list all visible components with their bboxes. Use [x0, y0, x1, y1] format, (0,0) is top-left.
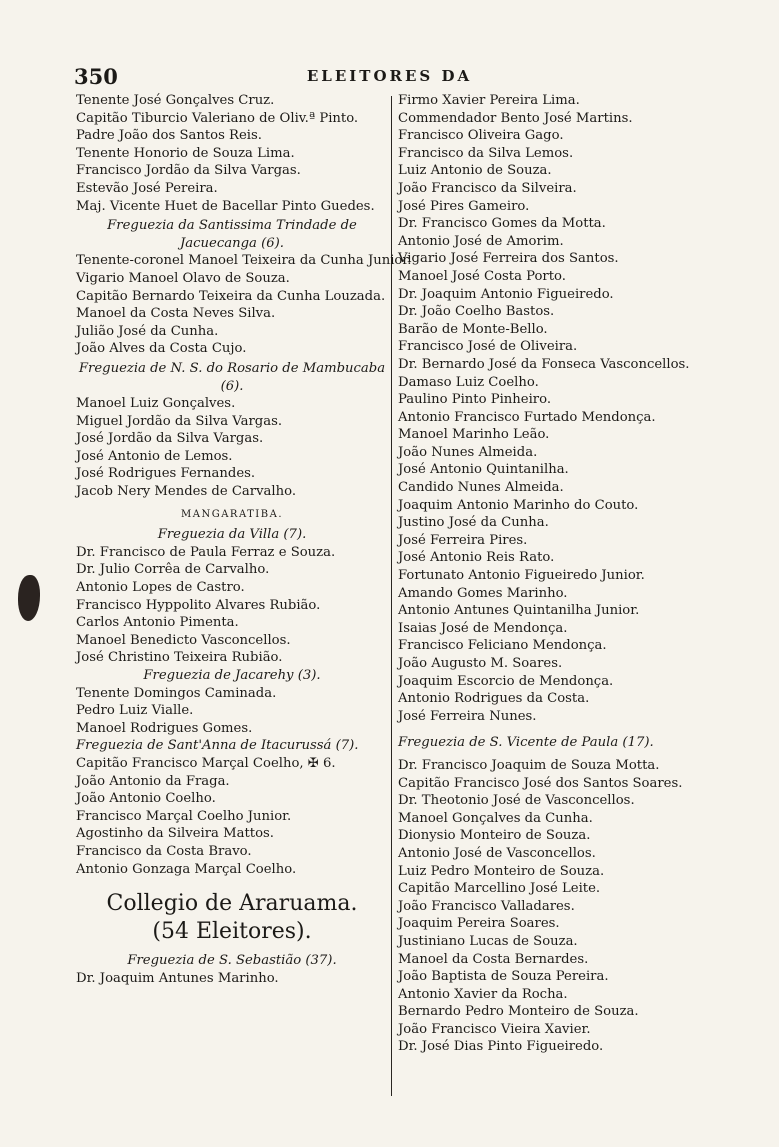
- vicente-list: [398, 757, 720, 1056]
- list-item: Julião José da Cunha.: [76, 323, 219, 339]
- list-item: José Ferreira Nunes.: [398, 708, 537, 724]
- list-item: João Baptista de Souza Pereira.: [398, 969, 609, 985]
- list-item: Joaquim Antonio Marinho do Couto.: [398, 497, 639, 513]
- list-item: Capitão Marcellino José Leite.: [398, 881, 601, 897]
- parish-heading-itacurussa: Freguezia de Sant'Anna de Itacurussá (7).: [76, 738, 359, 754]
- list-item: Tenente Domingos Caminada.: [76, 685, 277, 701]
- list-item: Dr. Julio Corrêa de Carvalho.: [76, 562, 270, 578]
- column-divider: [391, 96, 392, 1096]
- list-item: Barão de Monte-Bello.: [398, 321, 548, 337]
- itacurussa-list: [76, 755, 388, 878]
- list-item: Agostinho da Silveira Mattos.: [76, 826, 274, 842]
- list-item: Jacob Nery Mendes de Carvalho.: [76, 484, 297, 500]
- list-item: Francisco Feliciano Mendonça.: [398, 638, 607, 654]
- list-item: Commendador Bento José Martins.: [398, 110, 633, 126]
- list-item: João Alves da Costa Cujo.: [76, 341, 247, 357]
- list-item: Dionysio Monteiro de Souza.: [398, 828, 591, 844]
- list-item: Manoel da Costa Neves Silva.: [76, 306, 276, 322]
- list-item: Antonio José de Amorim.: [398, 233, 564, 249]
- right-top-list: [398, 92, 720, 725]
- list-item: Antonio Gonzaga Marçal Coelho.: [76, 861, 297, 877]
- list-item: Justino José da Cunha.: [398, 515, 549, 531]
- list-item: Amando Gomes Marinho.: [398, 585, 568, 601]
- list-item: Joaquim Pereira Soares.: [398, 916, 560, 932]
- list-item: João Augusto M. Soares.: [398, 656, 563, 671]
- list-item: Francisco Jordão da Silva Vargas.: [76, 163, 301, 179]
- section-title-mangaratiba: MANGARATIBA.: [181, 508, 283, 520]
- right-column: [398, 92, 720, 1056]
- list-item: Dr. Joaquim Antunes Marinho.: [76, 970, 279, 986]
- list-item: Padre João dos Santos Reis.: [76, 128, 262, 144]
- list-item: Tenente-coronel Manoel Teixeira da Cunha Junior.: [76, 253, 412, 269]
- list-item: Bernardo Pedro Monteiro de Souza.: [398, 1004, 639, 1020]
- list-item: Dr. Francisco Gomes da Motta.: [398, 216, 606, 232]
- list-item: Maj. Vicente Huet de Bacellar Pinto Guedes.: [76, 198, 375, 214]
- list-item: Francisco da Costa Bravo.: [76, 843, 252, 859]
- ink-blot: [18, 575, 40, 621]
- page-number: 350: [74, 64, 118, 89]
- parish-heading-sebastiao: Freguezia de S. Sebastião (37).: [127, 953, 337, 969]
- list-item: Firmo Xavier Pereira Lima.: [398, 93, 580, 108]
- list-item: José Pires Gameiro.: [398, 198, 530, 214]
- list-item: Antonio Lopes de Castro.: [76, 580, 245, 596]
- list-item: Capitão Francisco Marçal Coelho, ✠ 6.: [76, 755, 336, 771]
- parish-heading-vicente: Freguezia de S. Vicente de Paula (17).: [398, 735, 654, 751]
- list-item: Antonio Antunes Quintanilha Junior.: [398, 603, 640, 619]
- list-item: Francisco Hyppolito Alvares Rubião.: [76, 597, 321, 613]
- list-item: Manoel Luiz Gonçalves.: [76, 396, 236, 412]
- list-item: Carlos Antonio Pimenta.: [76, 615, 239, 631]
- list-item: João Francisco da Silveira.: [398, 180, 577, 196]
- list-item: João Nunes Almeida.: [398, 444, 538, 460]
- list-item: Manoel Marinho Leão.: [398, 427, 550, 443]
- list-item: Fortunato Antonio Figueiredo Junior.: [398, 568, 645, 584]
- parish-heading-trindade: Freguezia da Santissima Trindade de Jacuecanga (6).: [107, 218, 357, 251]
- list-item: Antonio Francisco Furtado Mendonça.: [398, 409, 656, 425]
- list-item: Capitão Tiburcio Valeriano de Oliv.ª Pinto.: [76, 110, 359, 126]
- list-item: Dr. Bernardo José da Fonseca Vasconcellos.: [398, 356, 690, 372]
- list-item: João Antonio Coelho.: [76, 791, 216, 807]
- list-item: Candido Nunes Almeida.: [398, 480, 564, 496]
- list-item: Manoel José Costa Porto.: [398, 268, 566, 284]
- list-item: Dr. Francisco Joaquim de Souza Motta.: [398, 757, 660, 773]
- list-item: Manoel Benedicto Vasconcellos.: [76, 632, 291, 648]
- parish-heading-rosario: Freguezia de N. S. do Rosario de Mambucaba (6).: [78, 360, 386, 394]
- left-column: [76, 92, 412, 987]
- trindade-list: [76, 252, 412, 358]
- list-item: Miguel Jordão da Silva Vargas.: [76, 413, 283, 429]
- running-title: ELEITORES DA: [306, 67, 473, 85]
- list-item: Isaias José de Mendonça.: [398, 620, 568, 636]
- list-item: Capitão Francisco José dos Santos Soares.: [398, 775, 683, 791]
- list-item: José Jordão da Silva Vargas.: [76, 431, 264, 447]
- list-item: Pedro Luiz Vialle.: [76, 703, 194, 719]
- page-header: [0, 64, 779, 90]
- list-item: José Ferreira Pires.: [398, 532, 528, 548]
- list-item: Joaquim Escorcio de Mendonça.: [398, 673, 614, 689]
- list-item: José Christino Teixeira Rubião.: [76, 650, 283, 666]
- list-item: José Rodrigues Fernandes.: [76, 466, 256, 482]
- list-item: Francisco da Silva Lemos.: [398, 145, 574, 161]
- list-item: Paulino Pinto Pinheiro.: [398, 392, 552, 408]
- list-item: Antonio José de Vasconcellos.: [398, 845, 596, 861]
- college-name: Collegio de Araruama.: [106, 891, 358, 917]
- list-item: Vigario Manoel Olavo de Souza.: [76, 270, 290, 286]
- list-item: João Antonio da Fraga.: [76, 773, 230, 789]
- list-item: Dr. Theotonio José de Vasconcellos.: [398, 793, 635, 809]
- list-item: Antonio Rodrigues da Costa.: [398, 691, 590, 707]
- list-item: Vigario José Ferreira dos Santos.: [398, 251, 619, 267]
- list-item: Francisco Marçal Coelho Junior.: [76, 808, 292, 824]
- list-item: Justiniano Lucas de Souza.: [398, 933, 578, 949]
- list-item: João Francisco Valladares.: [398, 898, 575, 914]
- list-item: Dr. Joaquim Antonio Figueiredo.: [398, 286, 614, 302]
- villa-list: [76, 544, 388, 667]
- list-item: João Francisco Vieira Xavier.: [398, 1021, 591, 1037]
- list-item: Francisco Oliveira Gago.: [398, 128, 564, 144]
- list-item: Tenente José Gonçalves Cruz.: [76, 93, 275, 108]
- jacarehy-list: [76, 685, 388, 738]
- list-item: Dr. Francisco de Paula Ferraz e Souza.: [76, 544, 336, 560]
- list-item: Capitão Bernardo Teixeira da Cunha Louzada.: [76, 288, 386, 304]
- parish-heading-villa: Freguezia da Villa (7).: [157, 527, 307, 543]
- list-item: Francisco José de Oliveira.: [398, 339, 578, 355]
- rosario-list: [76, 395, 388, 501]
- list-item: Dr. João Coelho Bastos.: [398, 304, 555, 320]
- college-heading: [76, 890, 388, 946]
- parish-heading-jacarehy: Freguezia de Jacarehy (3).: [143, 668, 321, 683]
- list-item: Damaso Luiz Coelho.: [398, 374, 539, 390]
- sebastiao-list: [76, 970, 388, 988]
- list-item: Manoel Rodrigues Gomes.: [76, 720, 253, 736]
- list-item: Luiz Pedro Monteiro de Souza.: [398, 863, 605, 879]
- list-item: Antonio Xavier da Rocha.: [398, 986, 568, 1002]
- left-top-list: [76, 92, 388, 215]
- list-item: José Antonio Reis Rato.: [398, 550, 555, 566]
- list-item: Tenente Honorio de Souza Lima.: [76, 145, 295, 161]
- list-item: José Antonio de Lemos.: [76, 448, 233, 464]
- list-item: José Antonio Quintanilha.: [398, 462, 569, 478]
- college-count: (54 Eleitores).: [152, 919, 312, 945]
- list-item: Luiz Antonio de Souza.: [398, 163, 552, 179]
- list-item: Dr. José Dias Pinto Figueiredo.: [398, 1039, 604, 1055]
- list-item: Manoel Gonçalves da Cunha.: [398, 810, 593, 826]
- list-item: Estevão José Pereira.: [76, 180, 218, 196]
- list-item: Manoel da Costa Bernardes.: [398, 951, 589, 967]
